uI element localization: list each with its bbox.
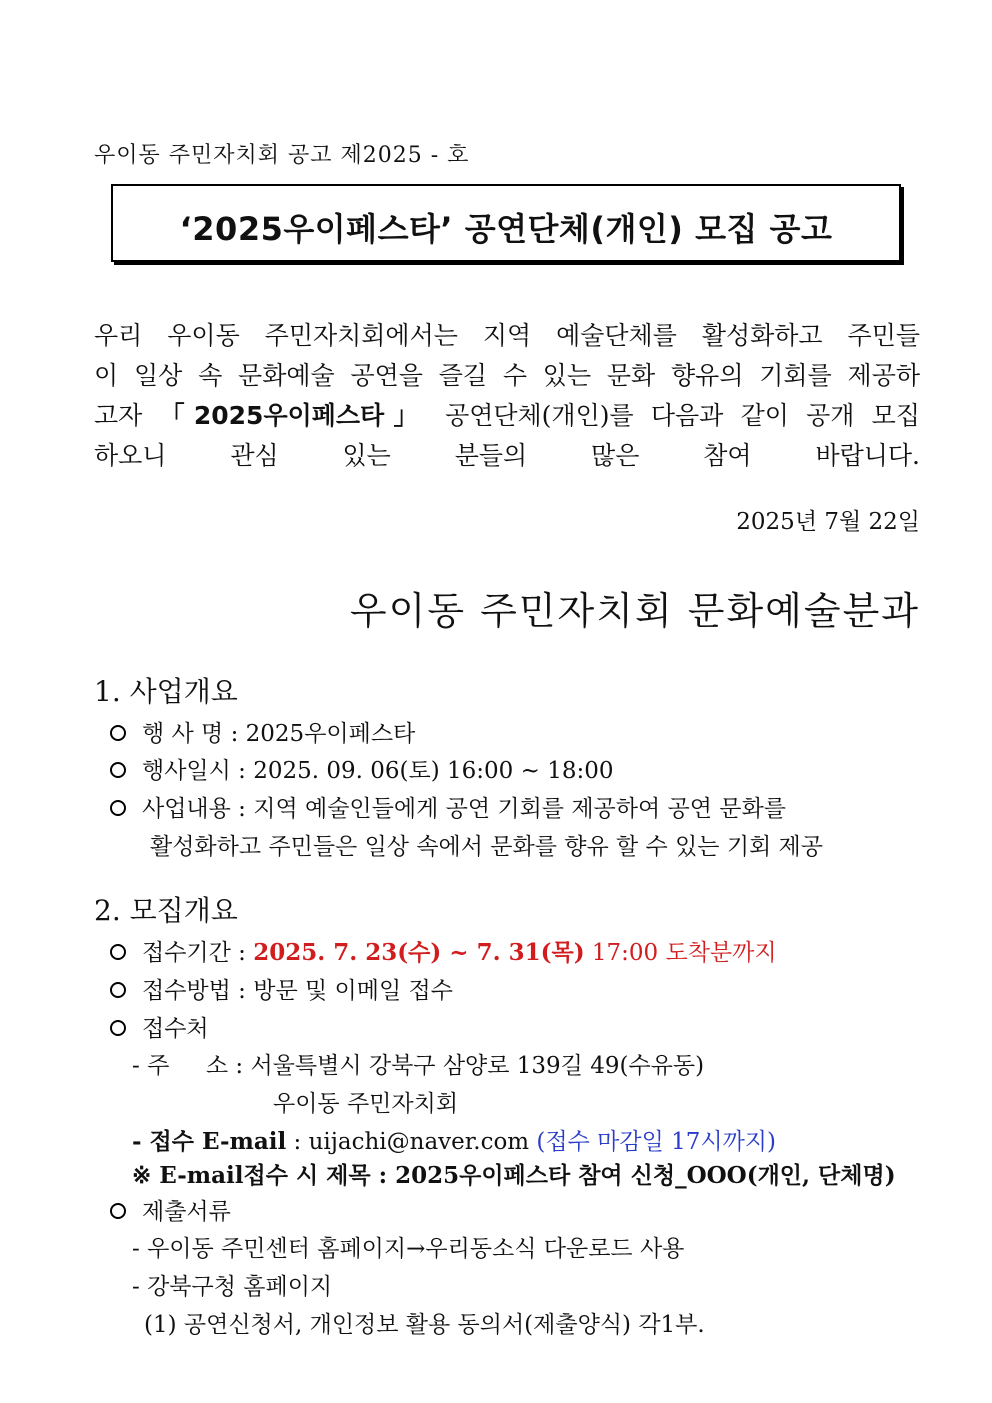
- content-line-1: 지역 예술인들에게 공연 기회를 제공하여 공연 문화를: [253, 796, 786, 822]
- docs-line-3: (1) 공연신청서, 개인정보 활용 동의서(제출양식) 각1부.: [144, 1312, 705, 1338]
- period-row: [110, 934, 777, 967]
- circle-bullet-icon: [110, 725, 126, 741]
- period-suffix: 17:00 도착분까지: [591, 940, 777, 966]
- content-label: 사업내용 :: [142, 796, 246, 822]
- circle-bullet-icon: [110, 944, 126, 960]
- office-label: 접수처: [142, 1016, 209, 1042]
- email-label: - 접수 E-mail: [132, 1128, 287, 1155]
- organization-name: 우이동 주민자치회 문화예술분과: [349, 589, 920, 633]
- intro-line-4: 하오니 관심 있는 분들의 많은 참여 바랍니다.: [94, 441, 920, 470]
- intro-line-3-pre: 고자: [94, 401, 160, 430]
- circle-bullet-icon: [110, 982, 126, 998]
- page-title: ‘2025우이페스타’ 공연단체(개인) 모집 공고: [179, 210, 833, 248]
- event-date-row: [110, 752, 614, 785]
- event-name-row: [110, 715, 415, 748]
- period-value: 2025. 7. 23(수) ~ 7. 31(목): [253, 939, 585, 966]
- office-row: [110, 1010, 209, 1043]
- notice-number: 우이동 주민자치회 공고 제2025 - 호: [94, 143, 470, 168]
- content-row: [110, 790, 786, 823]
- section-1-heading: 1. 사업개요: [94, 675, 238, 708]
- docs-line-1: - 우이동 주민센터 홈페이지→우리동소식 다운로드 사용: [132, 1236, 685, 1262]
- docs-label: 제출서류: [142, 1199, 231, 1225]
- docs-row: [110, 1193, 231, 1226]
- content-line-2: 활성화하고 주민들은 일상 속에서 문화를 향유 할 수 있는 기회 제공: [150, 834, 823, 860]
- address-row: [132, 1047, 704, 1080]
- intro-line-2: 이 일상 속 문화예술 공연을 즐길 수 있는 문화 향유의 기회를 제공하: [94, 361, 920, 390]
- notice-date: 2025년 7월 22일: [736, 509, 920, 535]
- address-label: - 주 소 :: [132, 1053, 244, 1079]
- circle-bullet-icon: [110, 800, 126, 816]
- email-value[interactable]: uijachi@naver.com: [308, 1129, 530, 1155]
- docs-line-2: - 강북구청 홈페이지: [132, 1274, 333, 1300]
- event-name-label: 행 사 명 :: [142, 721, 239, 747]
- email-note: (접수 마감일 17시까지): [536, 1129, 777, 1155]
- circle-bullet-icon: [110, 762, 126, 778]
- event-date-label: 행사일시 :: [142, 758, 246, 784]
- address-line-2: 우이동 주민자치회: [273, 1091, 459, 1117]
- intro-line-3-post: 공연단체(개인)를 다음과 같이 공개 모집: [427, 401, 920, 430]
- email-row: [132, 1123, 776, 1156]
- period-label: 접수기간 :: [142, 940, 246, 966]
- address-line-1: 서울특별시 강북구 삼양로 139길 49(수유동): [250, 1053, 705, 1079]
- title-box: [111, 184, 901, 262]
- event-date-value: 2025. 09. 06(토) 16:00 ~ 18:00: [253, 758, 614, 784]
- section-2-heading: 2. 모집개요: [94, 894, 238, 927]
- circle-bullet-icon: [110, 1020, 126, 1036]
- event-name-bracket: 「2025우이페스타」: [159, 401, 428, 430]
- method-value: 방문 및 이메일 접수: [253, 978, 453, 1004]
- intro-line-3: [94, 396, 920, 432]
- method-row: [110, 972, 453, 1005]
- intro-line-1: 우리 우이동 주민자치회에서는 지역 예술단체를 활성화하고 주민들: [94, 321, 920, 350]
- event-name-value: 2025우이페스타: [245, 721, 416, 747]
- subject-note: ※ E-mail접수 시 제목 : 2025우이페스타 참여 신청_OOO(개인, 단체명): [132, 1162, 896, 1189]
- email-separator: :: [286, 1129, 309, 1155]
- circle-bullet-icon: [110, 1203, 126, 1219]
- method-label: 접수방법 :: [142, 978, 246, 1004]
